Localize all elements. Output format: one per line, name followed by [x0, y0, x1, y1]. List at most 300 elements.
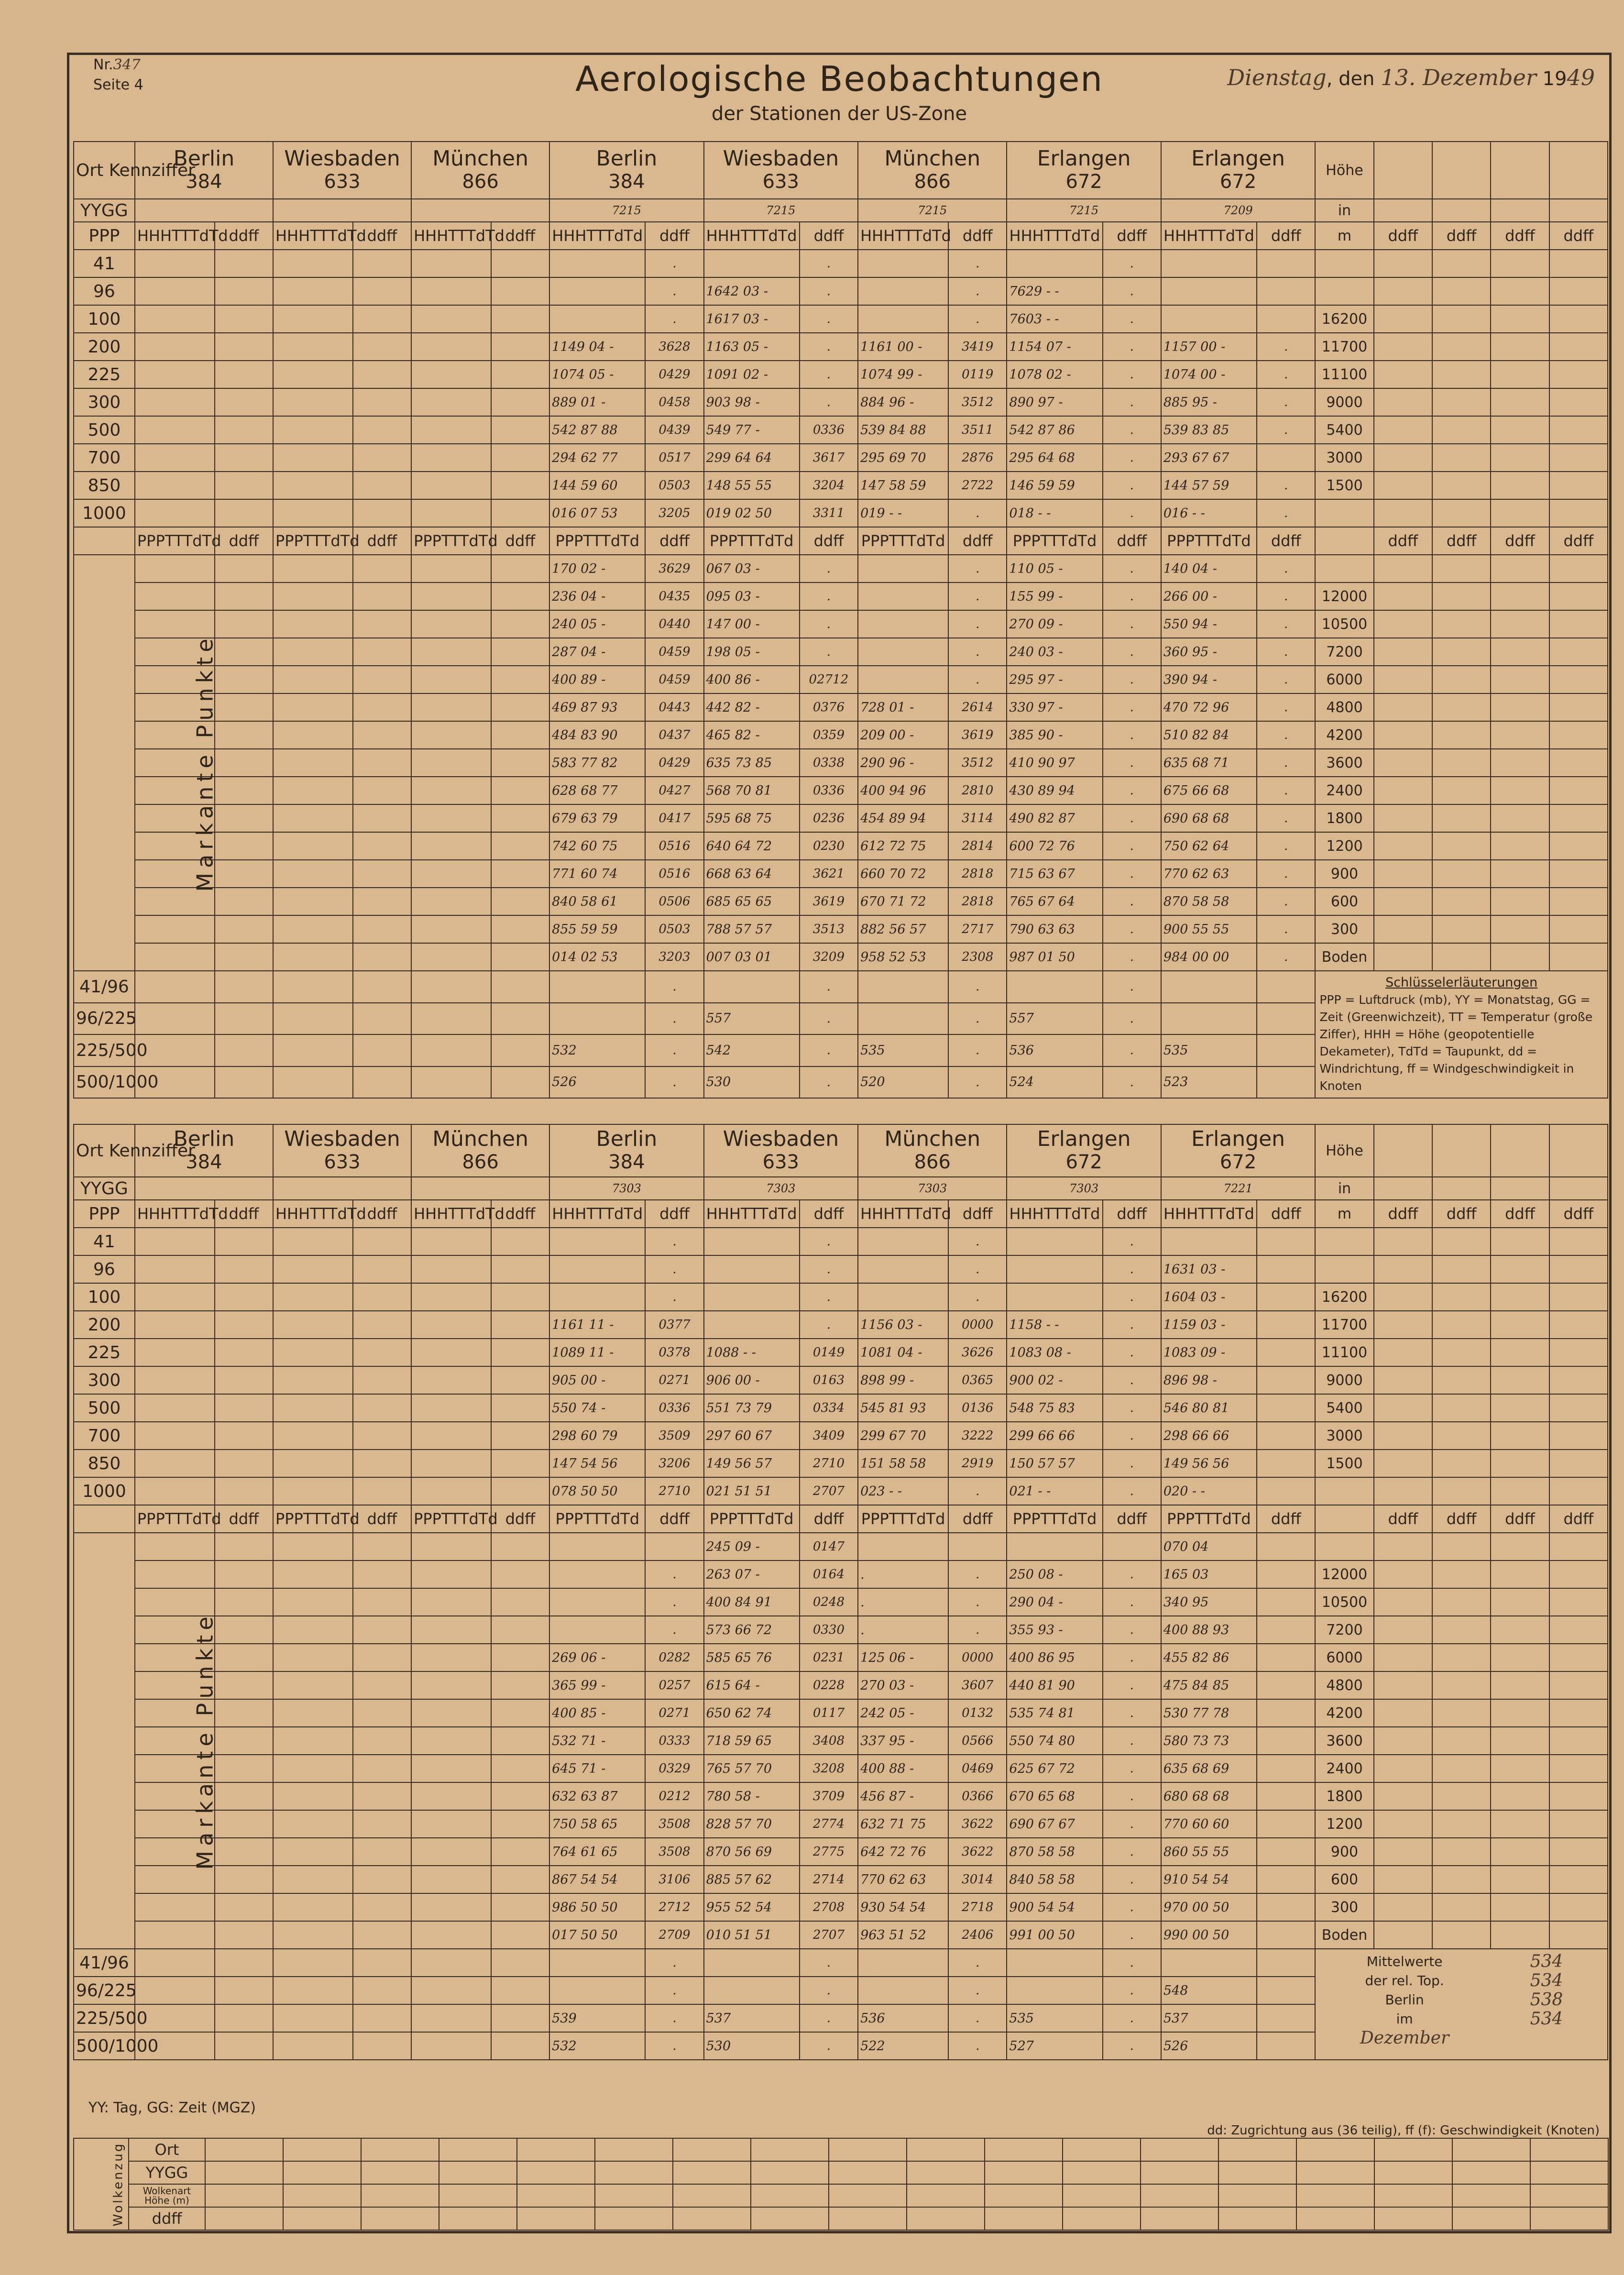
empty-cell: [215, 277, 273, 305]
value-cell: [549, 971, 645, 1003]
empty-cell: [353, 1866, 411, 1893]
empty-cell: [135, 1533, 215, 1561]
empty-cell: [273, 1255, 353, 1283]
empty-cell: [829, 2138, 907, 2161]
empty-cell: [353, 1311, 411, 1339]
empty-cell: [215, 1644, 273, 1671]
empty-cell: [135, 1003, 215, 1035]
empty-cell: [215, 693, 273, 721]
height-value: 9000: [1315, 388, 1373, 416]
markante-punkte-text: Markante Punkte: [192, 634, 218, 892]
empty-cell: [1432, 1782, 1491, 1810]
station-header: [411, 142, 549, 199]
empty-cell: [1374, 472, 1432, 499]
value-cell: 165 03: [1161, 1561, 1257, 1588]
empty-cell: [411, 1228, 491, 1255]
empty-cell: [1491, 1177, 1549, 1200]
wind-cell: .: [1103, 1339, 1161, 1366]
wind-cell: .: [1103, 1977, 1161, 2004]
hhh-column-header: HHHTTTdTd: [549, 1200, 645, 1228]
empty-cell: [411, 1003, 491, 1035]
ddff-column-header: ddff: [1432, 527, 1491, 555]
empty-cell: [673, 2207, 751, 2230]
empty-cell: [135, 555, 215, 582]
wind-cell: .: [645, 1977, 703, 2004]
wind-cell: [1257, 1644, 1315, 1671]
wind-cell: 0458: [645, 388, 703, 416]
empty-cell: [1432, 361, 1491, 388]
wind-cell: .: [1103, 1228, 1161, 1255]
value-cell: 144 57 59: [1161, 472, 1257, 499]
empty-cell: [273, 971, 353, 1003]
value-cell: 1631 03 -: [1161, 1255, 1257, 1283]
means-label: der rel. Top.: [1365, 1973, 1444, 1989]
empty-cell: [411, 1893, 491, 1921]
empty-cell: [1374, 1311, 1432, 1339]
height-value: 3000: [1315, 1422, 1373, 1450]
value-cell: 144 59 60: [549, 472, 645, 499]
height-value: 300: [1315, 915, 1373, 943]
hhh-column-header: HHHTTTdTd: [704, 222, 800, 250]
table-block-2: [73, 1124, 1608, 2060]
height-value: 1800: [1315, 804, 1373, 832]
ddff-column-header: ddff: [1374, 527, 1432, 555]
value-cell: [549, 1977, 645, 2004]
value-cell: [1161, 277, 1257, 305]
wind-cell: .: [1257, 638, 1315, 666]
empty-cell: [411, 1255, 491, 1283]
empty-cell: [673, 2184, 751, 2207]
empty-cell: [1549, 1671, 1608, 1699]
wind-cell: [1257, 1588, 1315, 1616]
empty-cell: [411, 1394, 491, 1422]
table-row: [74, 416, 1608, 444]
empty-cell: [273, 915, 353, 943]
empty-cell: [215, 1366, 273, 1394]
value-cell: [1007, 1255, 1102, 1283]
empty-cell: [1432, 1228, 1491, 1255]
value-cell: 140 04 -: [1161, 555, 1257, 582]
wind-cell: [1257, 1311, 1315, 1339]
empty-cell: [491, 1339, 549, 1366]
value-cell: 295 69 70: [858, 444, 948, 472]
empty-cell: [595, 2207, 673, 2230]
ddff-column-header: ddff: [1432, 1505, 1491, 1533]
wind-cell: 2708: [800, 1893, 858, 1921]
empty-cell: [1491, 721, 1549, 749]
empty-cell: [273, 1838, 353, 1866]
empty-cell: [1374, 499, 1432, 527]
value-cell: 970 00 50: [1161, 1893, 1257, 1921]
empty-cell: [1432, 777, 1491, 804]
empty-cell: [215, 1782, 273, 1810]
value-cell: 742 60 75: [549, 832, 645, 860]
empty-cell: [1374, 333, 1432, 361]
empty-cell: [1374, 1561, 1432, 1588]
empty-cell: [1374, 199, 1432, 222]
nr-value: 347: [113, 56, 141, 73]
empty-cell: [1549, 1755, 1608, 1782]
wind-cell: [1257, 1671, 1315, 1699]
empty-cell: [135, 971, 215, 1003]
value-cell: 870 58 58: [1007, 1838, 1102, 1866]
wind-cell: .: [1103, 2032, 1161, 2060]
table-row: [74, 472, 1608, 499]
empty-cell: [353, 860, 411, 888]
empty-cell: [491, 277, 549, 305]
empty-cell: [1374, 1394, 1432, 1422]
station-header: [549, 1124, 703, 1177]
markante-punkte-text: Markante Punkte: [192, 1612, 218, 1870]
height-value: [1315, 1228, 1373, 1255]
wind-cell: .: [948, 2032, 1007, 2060]
value-cell: 266 00 -: [1161, 582, 1257, 610]
wind-cell: 0516: [645, 832, 703, 860]
empty-cell: [135, 1561, 215, 1588]
empty-cell: [353, 444, 411, 472]
wind-cell: [1257, 2004, 1315, 2032]
wind-cell: .: [800, 1949, 858, 1977]
value-cell: 635 68 69: [1161, 1755, 1257, 1782]
wind-cell: [1257, 1699, 1315, 1727]
value-cell: 539: [549, 2004, 645, 2032]
empty-cell: [1432, 1477, 1491, 1505]
empty-cell: [1432, 915, 1491, 943]
observation-sheet: [67, 53, 1612, 2233]
empty-cell: [283, 2207, 361, 2230]
empty-cell: [353, 749, 411, 777]
table-row: [74, 1339, 1608, 1366]
value-cell: 685 65 65: [704, 888, 800, 915]
empty-cell: [1432, 499, 1491, 527]
empty-cell: [411, 416, 491, 444]
value-cell: [1161, 305, 1257, 333]
table-row: [74, 1838, 1608, 1866]
wind-cell: [1257, 1450, 1315, 1477]
wind-cell: 0163: [800, 1366, 858, 1394]
wind-cell: [1257, 1394, 1315, 1422]
value-cell: 600 72 76: [1007, 832, 1102, 860]
hhh-column-header: HHHTTTdTd: [1161, 222, 1257, 250]
table-row: [74, 1366, 1608, 1394]
ddff-column-header: ddff: [1491, 1505, 1549, 1533]
empty-cell: [411, 1699, 491, 1727]
m-label: m: [1315, 222, 1373, 250]
table-row: [74, 1782, 1608, 1810]
table-row: [74, 1477, 1608, 1505]
wind-cell: .: [800, 1283, 858, 1311]
value-cell: 440 81 90: [1007, 1671, 1102, 1699]
means-label: im: [1396, 2011, 1413, 2027]
means-value: 534: [1530, 1971, 1563, 1990]
empty-cell: [283, 2138, 361, 2161]
empty-cell: [1491, 804, 1549, 832]
wind-cell: .: [800, 1003, 858, 1035]
empty-cell: [411, 915, 491, 943]
wind-cell: 0149: [800, 1339, 858, 1366]
empty-cell: [1549, 860, 1608, 888]
wind-cell: .: [800, 388, 858, 416]
value-cell: 400 94 96: [858, 777, 948, 804]
station-kennziffer: 384: [608, 1151, 645, 1173]
ddff-column-header: ddff: [1257, 1200, 1315, 1228]
empty-cell: [1374, 1588, 1432, 1616]
empty-cell: [361, 2184, 439, 2207]
wind-cell: .: [800, 1228, 858, 1255]
wind-cell: 0147: [800, 1533, 858, 1561]
wind-cell: .: [948, 1588, 1007, 1616]
empty-cell: [1549, 1866, 1608, 1893]
empty-cell: [1432, 1588, 1491, 1616]
empty-cell: [1374, 416, 1432, 444]
empty-cell: [1549, 416, 1608, 444]
station-kennziffer: 672: [1065, 171, 1102, 193]
empty-cell: [1549, 142, 1608, 199]
ddff-column-header: ddff: [1103, 1505, 1161, 1533]
wind-cell: 2707: [800, 1921, 858, 1949]
empty-cell: [215, 610, 273, 638]
value-cell: 884 96 -: [858, 388, 948, 416]
empty-cell: [215, 555, 273, 582]
value-cell: 728 01 -: [858, 693, 948, 721]
value-cell: 1642 03 -: [704, 277, 800, 305]
empty-cell: [751, 2138, 829, 2161]
ppp-column-header: PPPTTTdTd: [1007, 527, 1102, 555]
empty-cell: [283, 2161, 361, 2184]
value-cell: 016 - -: [1161, 499, 1257, 527]
value-cell: 635 68 71: [1161, 749, 1257, 777]
ppp-column-header: PPPTTTdTd: [135, 1505, 215, 1533]
empty-cell: [1549, 444, 1608, 472]
value-cell: 548 75 83: [1007, 1394, 1102, 1422]
value-cell: [1007, 1977, 1102, 2004]
empty-cell: [1491, 1124, 1549, 1177]
wind-cell: .: [1103, 1949, 1161, 1977]
height-value: [1315, 277, 1373, 305]
wind-cell: .: [1103, 1616, 1161, 1644]
empty-cell: [1432, 749, 1491, 777]
wind-cell: 0506: [645, 888, 703, 915]
wind-cell: .: [645, 250, 703, 277]
empty-cell: [1549, 749, 1608, 777]
value-cell: 456 87 -: [858, 1782, 948, 1810]
empty-cell: [491, 1949, 549, 1977]
wind-cell: 0271: [645, 1366, 703, 1394]
empty-cell: [273, 361, 353, 388]
wind-cell: .: [1103, 1782, 1161, 1810]
year-value: 49: [1567, 65, 1595, 90]
value-cell: [858, 1255, 948, 1283]
height-value: 600: [1315, 888, 1373, 915]
value-cell: 524: [1007, 1066, 1102, 1099]
empty-cell: [411, 2004, 491, 2032]
empty-cell: [353, 804, 411, 832]
value-cell: 149 56 56: [1161, 1450, 1257, 1477]
value-cell: 612 72 75: [858, 832, 948, 860]
empty-cell: [751, 2184, 829, 2207]
wind-cell: .: [948, 555, 1007, 582]
value-cell: 532: [549, 1034, 645, 1066]
wind-cell: 3621: [800, 860, 858, 888]
value-cell: 017 50 50: [549, 1921, 645, 1949]
value-cell: 1089 11 -: [549, 1339, 645, 1366]
value-cell: [704, 1255, 800, 1283]
height-value: 600: [1315, 1866, 1373, 1893]
empty-cell: [273, 1588, 353, 1616]
height-value: 1500: [1315, 1450, 1373, 1477]
layer-row: [74, 1949, 1608, 1977]
wind-cell: 0164: [800, 1561, 858, 1588]
empty-cell: [1491, 1644, 1549, 1671]
wind-cell: .: [800, 582, 858, 610]
value-cell: 1161 11 -: [549, 1311, 645, 1339]
wind-cell: .: [948, 1616, 1007, 1644]
empty-cell: [1491, 943, 1549, 971]
table-row: [74, 749, 1608, 777]
pressure-level: 200: [74, 1311, 135, 1339]
empty-cell: [491, 1311, 549, 1339]
empty-cell: [215, 1866, 273, 1893]
empty-cell: [1218, 2161, 1296, 2184]
wind-cell: 2717: [948, 915, 1007, 943]
empty-cell: [273, 333, 353, 361]
empty-cell: [1432, 1671, 1491, 1699]
empty-cell: [1491, 860, 1549, 888]
wind-cell: 3617: [800, 444, 858, 472]
page-subtitle: der Stationen der US-Zone: [711, 103, 967, 125]
wind-cell: 2818: [948, 860, 1007, 888]
empty-cell: [1432, 388, 1491, 416]
empty-cell: [491, 777, 549, 804]
empty-cell: [273, 1755, 353, 1782]
wind-cell: .: [1103, 860, 1161, 888]
wind-cell: .: [1103, 582, 1161, 610]
empty-cell: [411, 1671, 491, 1699]
wind-cell: .: [1103, 1644, 1161, 1671]
table-row: [74, 1394, 1608, 1422]
empty-cell: [1491, 1866, 1549, 1893]
empty-cell: [353, 721, 411, 749]
empty-cell: [491, 1810, 549, 1838]
wind-cell: 2710: [645, 1477, 703, 1505]
empty-cell: [273, 1561, 353, 1588]
wind-cell: .: [800, 1255, 858, 1283]
empty-cell: [1491, 1450, 1549, 1477]
empty-cell: [491, 305, 549, 333]
empty-cell: [215, 943, 273, 971]
empty-cell: [1432, 1616, 1491, 1644]
wind-cell: .: [948, 971, 1007, 1003]
empty-cell: [1432, 1561, 1491, 1588]
wind-cell: .: [800, 610, 858, 638]
empty-cell: [353, 1283, 411, 1311]
hhh-column-header: HHHTTTdTd: [1007, 222, 1102, 250]
wind-cell: 0427: [645, 777, 703, 804]
ddff-column-header: ddff: [948, 1200, 1007, 1228]
empty-cell: [1374, 142, 1432, 199]
wind-cell: .: [1103, 1893, 1161, 1921]
table-row: [74, 1616, 1608, 1644]
value-cell: 299 67 70: [858, 1422, 948, 1450]
value-cell: 7603 - -: [1007, 305, 1102, 333]
value-cell: 530: [704, 2032, 800, 2060]
empty-cell: [411, 1838, 491, 1866]
empty-cell: [74, 1505, 135, 1533]
yygg-cell: [273, 199, 411, 222]
ppp-column-header: PPPTTTdTd: [273, 1505, 353, 1533]
pressure-level: 41: [74, 1228, 135, 1255]
empty-cell: [353, 1671, 411, 1699]
empty-cell: [135, 1311, 215, 1339]
empty-cell: [135, 277, 215, 305]
value-cell: 1159 03 -: [1161, 1311, 1257, 1339]
empty-cell: [135, 416, 215, 444]
empty-cell: [1374, 361, 1432, 388]
value-cell: 110 05 -: [1007, 555, 1102, 582]
value-cell: 770 62 63: [858, 1866, 948, 1893]
empty-cell: [1374, 1124, 1432, 1177]
value-cell: 583 77 82: [549, 749, 645, 777]
empty-cell: [439, 2138, 517, 2161]
empty-cell: [283, 2184, 361, 2207]
wind-cell: 3409: [800, 1422, 858, 1450]
value-cell: 828 57 70: [704, 1810, 800, 1838]
value-cell: 896 98 -: [1161, 1366, 1257, 1394]
value-cell: 551 73 79: [704, 1394, 800, 1422]
empty-cell: [491, 971, 549, 1003]
empty-cell: [411, 2032, 491, 2060]
pressure-level: 96: [74, 277, 135, 305]
empty-cell: [1549, 1921, 1608, 1949]
height-value: 1800: [1315, 1782, 1373, 1810]
empty-cell: [353, 1727, 411, 1755]
empty-cell: [273, 777, 353, 804]
empty-cell: [1491, 555, 1549, 582]
empty-cell: [1549, 943, 1608, 971]
ppp-column-header: PPPTTTdTd: [858, 1505, 948, 1533]
empty-cell: [1432, 1921, 1491, 1949]
markante-punkte-label: [74, 1533, 218, 1949]
wind-cell: .: [1257, 472, 1315, 499]
empty-cell: [353, 1533, 411, 1561]
empty-cell: [353, 1003, 411, 1035]
hhh-column-header: HHHTTTdTd: [858, 1200, 948, 1228]
empty-cell: [491, 749, 549, 777]
table-row: [74, 582, 1608, 610]
wind-cell: .: [800, 277, 858, 305]
empty-cell: [273, 1616, 353, 1644]
value-cell: [858, 1228, 948, 1255]
table-row: [74, 1311, 1608, 1339]
empty-cell: [1549, 1561, 1608, 1588]
empty-cell: [353, 1810, 411, 1838]
empty-cell: [135, 1255, 215, 1283]
empty-cell: [1432, 444, 1491, 472]
wind-cell: .: [948, 305, 1007, 333]
empty-cell: [273, 888, 353, 915]
wind-cell: .: [1257, 804, 1315, 832]
value-cell: 522: [858, 2032, 948, 2060]
empty-cell: [74, 527, 135, 555]
empty-cell: [1491, 199, 1549, 222]
value-cell: 771 60 74: [549, 860, 645, 888]
empty-cell: [1549, 888, 1608, 915]
empty-cell: [353, 1838, 411, 1866]
empty-cell: [411, 250, 491, 277]
wind-cell: 0271: [645, 1699, 703, 1727]
nr-label: Nr.: [93, 56, 113, 73]
value-cell: 855 59 59: [549, 915, 645, 943]
